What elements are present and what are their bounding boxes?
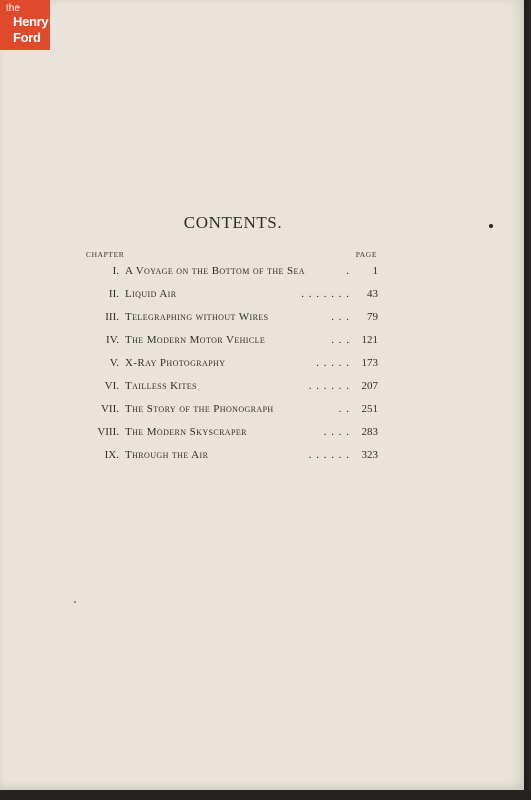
dot-leader: . . . . bbox=[323, 426, 350, 438]
book-edge-shadow bbox=[524, 0, 531, 800]
dot-leader: . . . . . . bbox=[308, 449, 350, 461]
page-number: 43 bbox=[367, 288, 378, 300]
page-title: CONTENTS. bbox=[183, 213, 283, 232]
toc-entry bbox=[0, 377, 531, 395]
dot-leader: . . . . . . bbox=[308, 380, 350, 392]
chapter-title: X-Ray Photography bbox=[125, 357, 226, 369]
chapter-number: IV. bbox=[106, 334, 119, 346]
the-henry-ford-logo bbox=[0, 0, 50, 50]
page-number: 173 bbox=[361, 357, 378, 369]
dot-leader: . . bbox=[338, 403, 350, 415]
toc-entry bbox=[0, 308, 531, 326]
chapter-title: The Story of the Phonograph bbox=[125, 403, 274, 415]
page-number: 251 bbox=[361, 403, 378, 415]
ink-speck bbox=[489, 224, 493, 228]
toc-entry bbox=[0, 423, 531, 441]
page-number: 1 bbox=[372, 265, 378, 277]
chapter-number: VII. bbox=[100, 403, 119, 415]
logo-line-henry: Henry bbox=[13, 14, 49, 29]
chapter-number: I. bbox=[112, 265, 119, 277]
toc-entry bbox=[0, 400, 531, 418]
page-number: 283 bbox=[361, 426, 378, 438]
chapter-title: The Modern Motor Vehicle bbox=[125, 334, 266, 346]
page-number: 323 bbox=[361, 449, 378, 461]
chapter-number: VIII. bbox=[97, 426, 119, 438]
dot-leader: . . . bbox=[331, 311, 350, 323]
toc-entry bbox=[0, 285, 531, 303]
toc-entry bbox=[0, 446, 531, 464]
chapter-title: The Modern Skyscraper bbox=[125, 426, 247, 438]
chapter-number: III. bbox=[105, 311, 119, 323]
chapter-title: A Voyage on the Bottom of the Sea bbox=[125, 265, 305, 277]
chapter-number: VI. bbox=[104, 380, 119, 392]
chapter-number: V. bbox=[109, 357, 119, 369]
chapter-title: Tailless Kites bbox=[125, 380, 197, 392]
chapter-number: IX. bbox=[104, 449, 119, 461]
book-bottom-edge bbox=[0, 790, 531, 800]
dot-leader: . . . bbox=[331, 334, 350, 346]
page-number: 121 bbox=[361, 334, 378, 346]
page-number: 207 bbox=[361, 380, 378, 392]
toc-entry bbox=[0, 262, 531, 280]
toc-entry bbox=[0, 354, 531, 372]
page-number: 79 bbox=[367, 311, 378, 323]
dot-leader: . bbox=[346, 265, 350, 277]
toc-entry bbox=[0, 331, 531, 349]
chapter-column-header: CHAPTER bbox=[86, 250, 125, 259]
ink-speck bbox=[74, 601, 76, 603]
page-column-header: PAGE bbox=[355, 250, 377, 259]
dot-leader: . . . . . bbox=[316, 357, 350, 369]
chapter-number: II. bbox=[108, 288, 119, 300]
chapter-title: Liquid Air bbox=[125, 288, 177, 300]
logo-line-the: the bbox=[6, 3, 20, 14]
dot-leader: . . . . . . . bbox=[301, 288, 350, 300]
logo-line-ford: Ford bbox=[13, 30, 41, 45]
chapter-title: Through the Air bbox=[125, 449, 209, 461]
chapter-title: Telegraphing without Wires bbox=[125, 311, 269, 323]
